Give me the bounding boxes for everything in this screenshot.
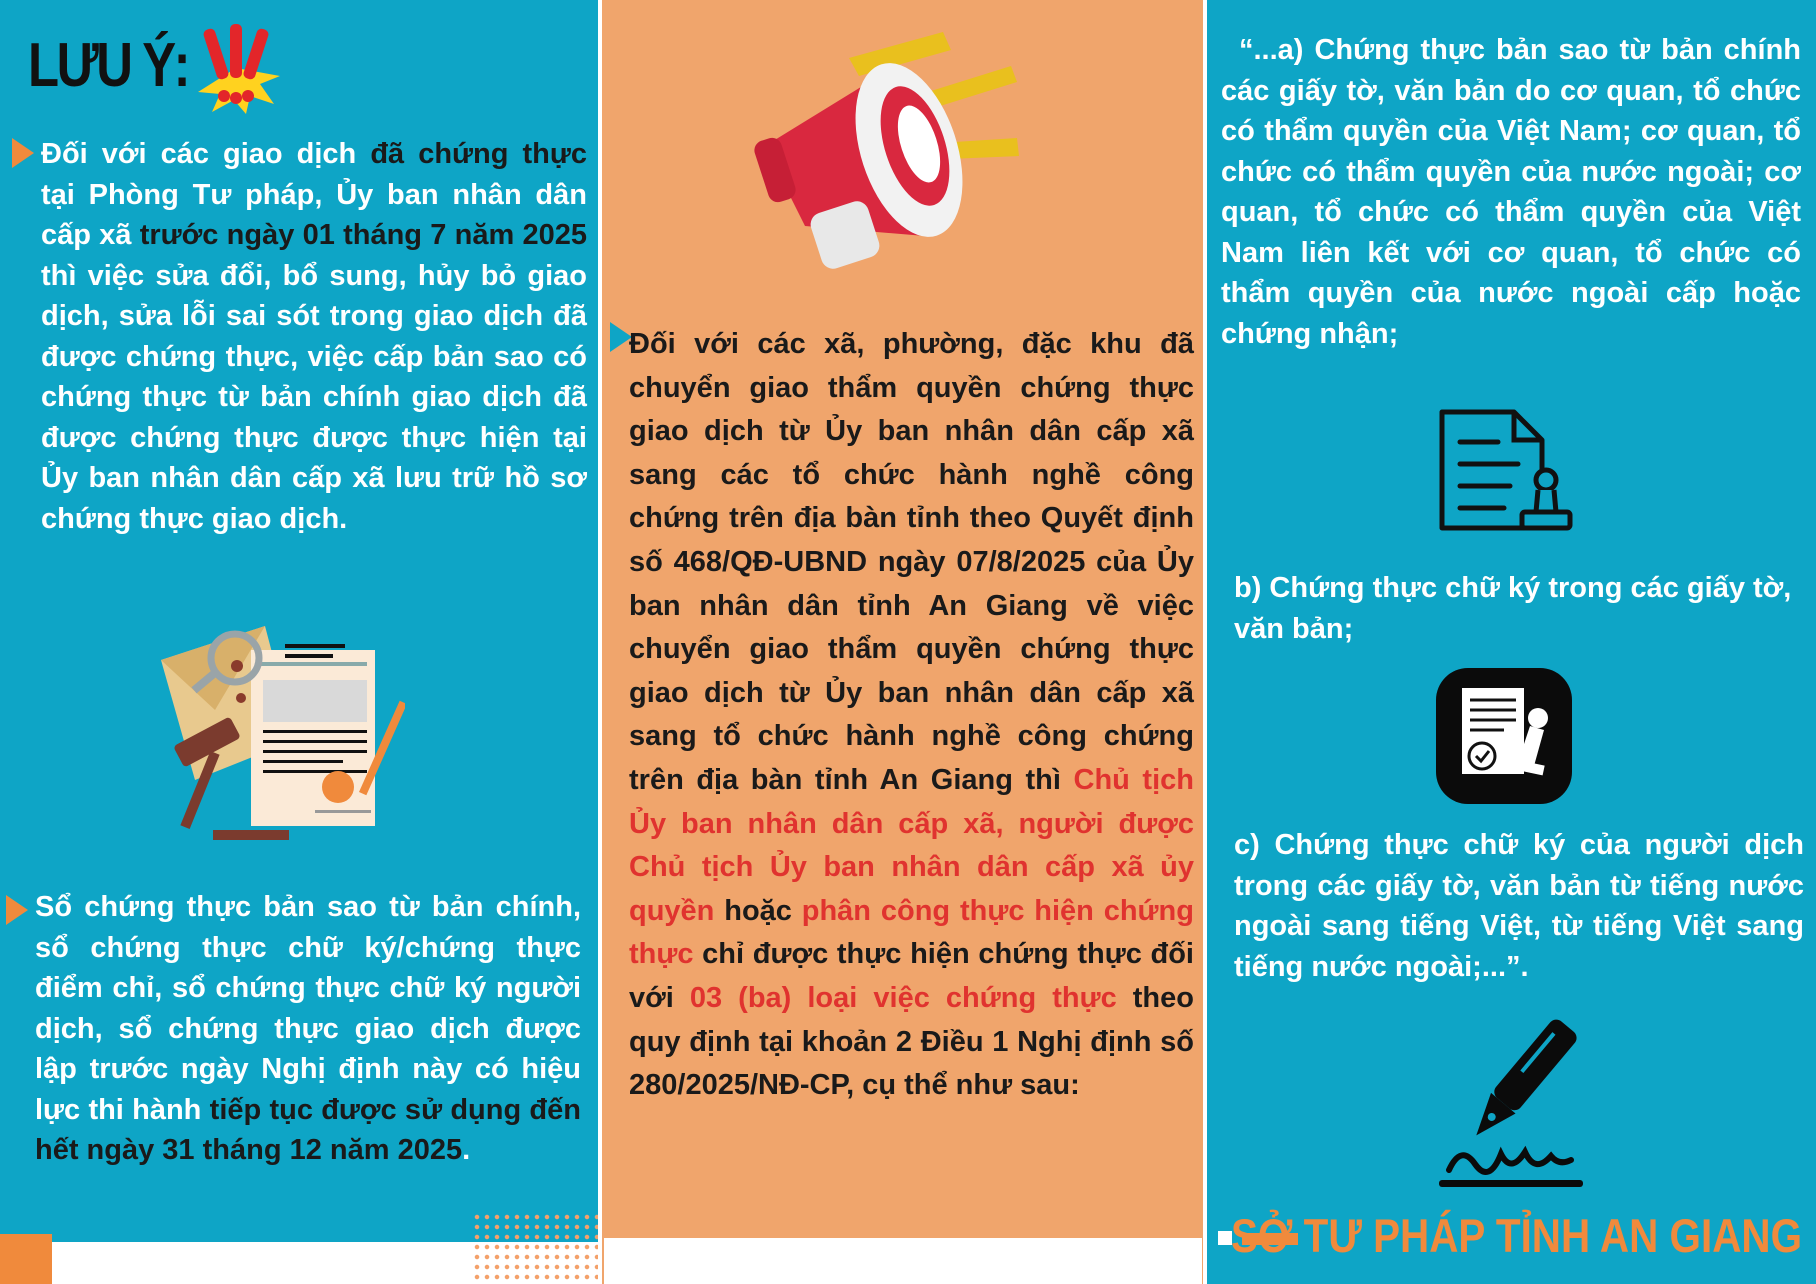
text-segment: Đối với các xã, phường, đặc khu đã chuyển giao thẩm quyền chứng thực giao dịch từ Ủy ban nhân dân cấp xã sang các tổ chức hành nghề công chứng trên địa bàn tỉnh theo Quyết định số 468/QĐ-UBND ngày 07/8/2025 của Ủy ban nhân dân tỉnh An Giang về việc chuyển giao thẩm quyền chứng thực giao dịch từ Ủy ban nhân dân cấp xã sang tổ chức hành nghề công chứng trên địa bàn tỉnh An Giang thì bbox=[629, 328, 1194, 796]
right-panel bbox=[1206, 0, 1816, 1284]
megaphone-icon bbox=[745, 26, 1065, 276]
footer-organization-name: SỞ TƯ PHÁP TỈNH AN GIANG bbox=[1230, 1209, 1802, 1262]
text-segment: . bbox=[462, 1134, 471, 1166]
text-segment: phân công thực hiện chứng thực bbox=[629, 894, 1194, 971]
middle-paragraph bbox=[629, 323, 1194, 1108]
column-divider bbox=[1203, 0, 1207, 1284]
text-segment: 03 (ba) loại việc chứng thực bbox=[689, 981, 1117, 1014]
text-segment: theo quy định tại khoản 2 Điều 1 Nghị định số 280/2025/NĐ-CP, cụ thể như sau: bbox=[629, 981, 1194, 1102]
item-b-text: b) Chứng thực chữ ký trong các giấy tờ, văn bản; bbox=[1234, 572, 1792, 645]
text-segment: chỉ được thực hiện chứng thực đối với bbox=[629, 938, 1194, 1014]
footer-white-block bbox=[604, 1238, 1202, 1284]
bullet-arrow-icon bbox=[12, 138, 34, 168]
left-panel bbox=[0, 0, 600, 1284]
column-divider bbox=[598, 0, 602, 1284]
text-segment: đã chứng thực bbox=[370, 138, 587, 170]
legal-documents-illustration-icon bbox=[155, 620, 405, 850]
signed-document-icon bbox=[1434, 666, 1574, 806]
text-segment: thì việc sửa đổi, bổ sung, hủy bỏ giao dịch, sửa lỗi sai sót trong giao dịch đã được chứng thực, việc cấp bản sao có chứng thực từ bản chính giao dịch đã được chứng thực được thực hiện tại Ủy ban nhân dân cấp xã lưu trữ hồ sơ chứng thực giao dịch. bbox=[41, 259, 587, 535]
orange-corner-block bbox=[0, 1234, 52, 1284]
text-segment: Chủ tịch Ủy ban nhân dân cấp xã, người được Chủ tịch Ủy ban nhân dân cấp xã ủy quyền bbox=[629, 763, 1194, 927]
footer-square-marker bbox=[1218, 1231, 1232, 1245]
text-segment: hoặc bbox=[714, 894, 802, 927]
middle-panel bbox=[600, 0, 1206, 1284]
dot-pattern bbox=[472, 1212, 600, 1284]
document-stamp-icon bbox=[1438, 408, 1578, 548]
page-title: LƯU Ý: bbox=[28, 31, 189, 100]
text-segment: Đối với các giao dịch bbox=[41, 138, 371, 170]
text-segment: tại Phòng Tư pháp, Ủy ban nhân dân cấp xã bbox=[41, 178, 587, 251]
note-paragraph-2 bbox=[35, 887, 581, 1171]
fountain-pen-signature-icon bbox=[1431, 1014, 1591, 1194]
note-paragraph-1 bbox=[41, 134, 587, 539]
text-segment: trước ngày 01 tháng 7 năm 2025 bbox=[139, 219, 587, 251]
bullet-arrow-icon bbox=[6, 895, 28, 925]
item-c-text: c) Chứng thực chữ ký của người dịch trong các giấy tờ, văn bản từ tiếng nước ngoài sang tiếng Việt, từ tiếng Việt sang tiếng nước ngoài;...”. bbox=[1234, 829, 1804, 983]
text-segment: tiếp tục được sử dụng đến hết ngày 31 tháng 12 năm 2025 bbox=[35, 1093, 581, 1166]
item-a-text: “...a) Chứng thực bản sao từ bản chính các giấy tờ, văn bản do cơ quan, tổ chức có thẩm quyền của Việt Nam; cơ quan, tổ chức có thẩm quyền của nước ngoài; cơ quan, tổ chức có thẩm quyền của Việt Nam liên kết với cơ quan, tổ chức có thẩm quyền của nước ngoài cấp hoặc chứng nhận; bbox=[1221, 34, 1801, 350]
exclamation-burst-icon bbox=[190, 22, 282, 114]
text-segment: Sổ chứng thực bản sao từ bản chính, sổ chứng thực chữ ký/chứng thực điểm chỉ, sổ chứng thực chữ ký người dịch, sổ chứng thực giao dịch được lập trước ngày Nghị định này có hiệu lực thi hành bbox=[35, 891, 581, 1126]
